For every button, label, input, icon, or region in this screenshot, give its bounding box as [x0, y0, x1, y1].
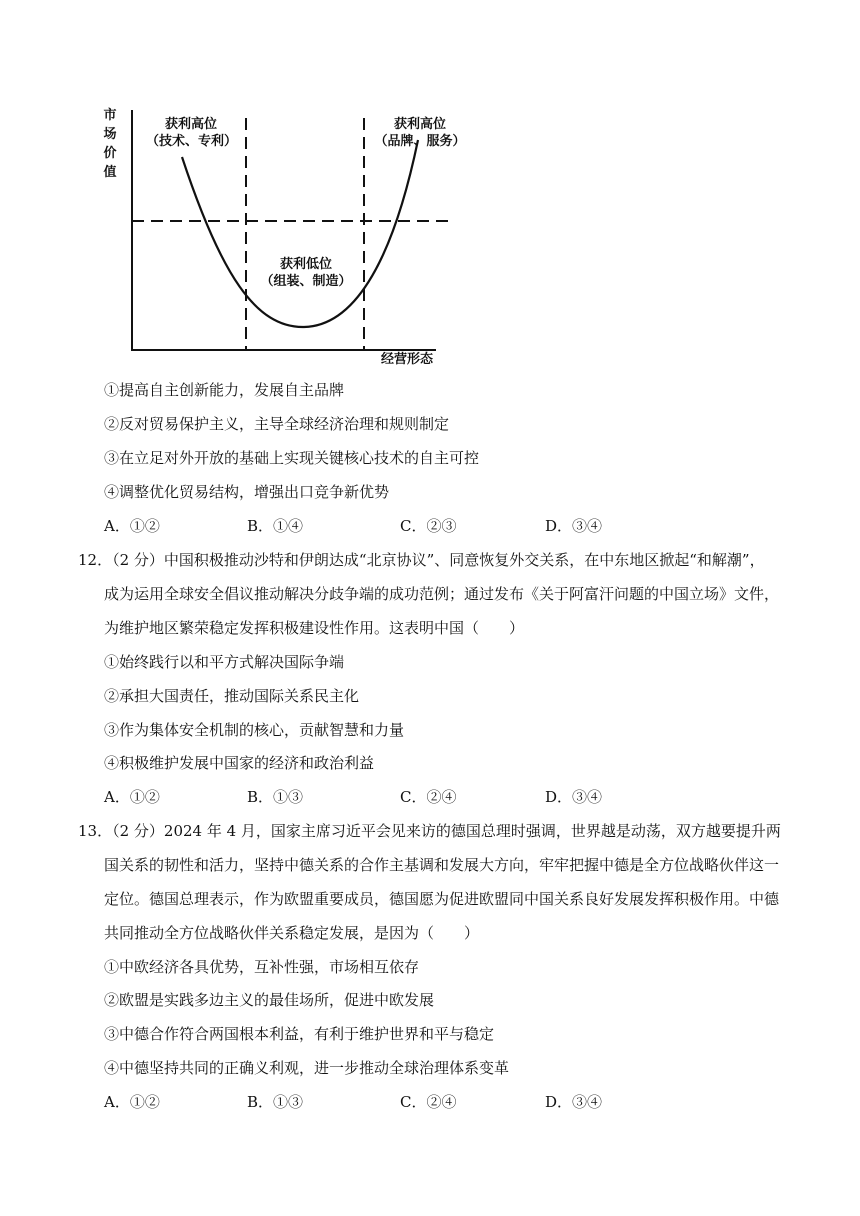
q12-option-1: ①始终践行以和平方式解决国际争端	[104, 653, 345, 671]
q13-option-3: ③中德合作符合两国根本利益，有利于维护世界和平与稳定	[104, 1025, 495, 1043]
right-peak-label	[370, 116, 470, 150]
q12-stem-line-2: 成为运用全球安全倡议推动解决分歧争端的成功范例；通过发布《关于阿富汗问题的中国立场》文件，	[104, 585, 780, 603]
q13-option-2: ②欧盟是实践多边主义的最佳场所，促进中欧发展	[104, 991, 435, 1009]
q12-stem-line-3: 为维护地区繁荣稳定发挥积极建设性作用。这表明中国（ ）	[104, 619, 525, 637]
q12-option-2: ②承担大国责任，推动国际关系民主化	[104, 687, 360, 705]
smile-curve-diagram	[96, 100, 466, 375]
left-peak-title: 获利高位	[164, 117, 217, 132]
left-peak-label	[146, 116, 236, 150]
q12-stem-line-1: 12．（2 分）中国积极推动沙特和伊朗达成“北京协议”、同意恢复外交关系，在中东地区掀起“和解潮”，	[78, 551, 765, 569]
q11-option-4: ④调整优化贸易结构，增强出口竞争新优势	[104, 483, 390, 501]
q13-choice-c[interactable]: C．②④	[400, 1093, 457, 1111]
q11-option-2: ②反对贸易保护主义，主导全球经济治理和规则制定	[104, 415, 450, 433]
q12-choice-b[interactable]: B．①③	[247, 788, 304, 806]
q13-option-1: ①中欧经济各具优势，互补性强，市场相互依存	[104, 958, 420, 976]
right-peak-sub: （品牌、服务）	[374, 134, 466, 149]
right-peak-title: 获利高位	[393, 117, 446, 132]
q13-stem-line-1: 13．（2 分）2024 年 4 月，国家主席习近平会见来访的德国总理时强调，世界越是动荡，双方越要提升两	[78, 822, 781, 840]
q13-stem-line-2: 国关系的韧性和活力，坚持中德关系的合作主基调和发展大方向，牢牢把握中德是全方位战略伙伴这一	[104, 856, 780, 874]
q13-answer-choices	[104, 1092, 664, 1114]
smile-curve	[182, 140, 418, 327]
q11-choice-d[interactable]: D．③④	[545, 517, 603, 535]
q12-choice-c[interactable]: C．②④	[400, 788, 457, 806]
q12-choice-a[interactable]: A．①②	[104, 788, 160, 806]
q13-stem-line-4: 共同推动全方位战略伙伴关系稳定发展，是因为（ ）	[104, 924, 480, 942]
q11-choice-b[interactable]: B．①④	[247, 517, 304, 535]
q12-option-4: ④积极维护发展中国家的经济和政治利益	[104, 754, 375, 772]
q11-answer-choices	[104, 516, 664, 538]
q11-option-1: ①提高自主创新能力，发展自主品牌	[104, 381, 345, 399]
q13-choice-b[interactable]: B．①③	[247, 1093, 304, 1111]
q13-option-4: ④中德坚持共同的正确义利观，进一步推动全球治理体系变革	[104, 1059, 510, 1077]
q13-choice-d[interactable]: D．③④	[545, 1093, 603, 1111]
trough-label	[256, 256, 356, 290]
q12-answer-choices	[104, 787, 664, 809]
q11-option-3: ③在立足对外开放的基础上实现关键核心技术的自主可控	[104, 449, 480, 467]
q13-stem-line-3: 定位。德国总理表示，作为欧盟重要成员，德国愿为促进欧盟同中国关系良好发展发挥积极作用。中德	[104, 890, 780, 908]
q11-choice-c[interactable]: C．②③	[400, 517, 457, 535]
q13-choice-a[interactable]: A．①②	[104, 1093, 160, 1111]
trough-title: 获利低位	[279, 257, 332, 272]
left-peak-sub: （技术、专利）	[146, 134, 238, 149]
x-axis-label: 经营形态	[380, 352, 433, 367]
q12-option-3: ③作为集体安全机制的核心，贡献智慧和力量	[104, 721, 405, 739]
q11-choice-a[interactable]: A．①②	[104, 517, 160, 535]
q12-choice-d[interactable]: D．③④	[545, 788, 603, 806]
trough-sub: （组装、制造）	[260, 274, 352, 289]
y-axis-label: 市场价值	[103, 108, 117, 180]
